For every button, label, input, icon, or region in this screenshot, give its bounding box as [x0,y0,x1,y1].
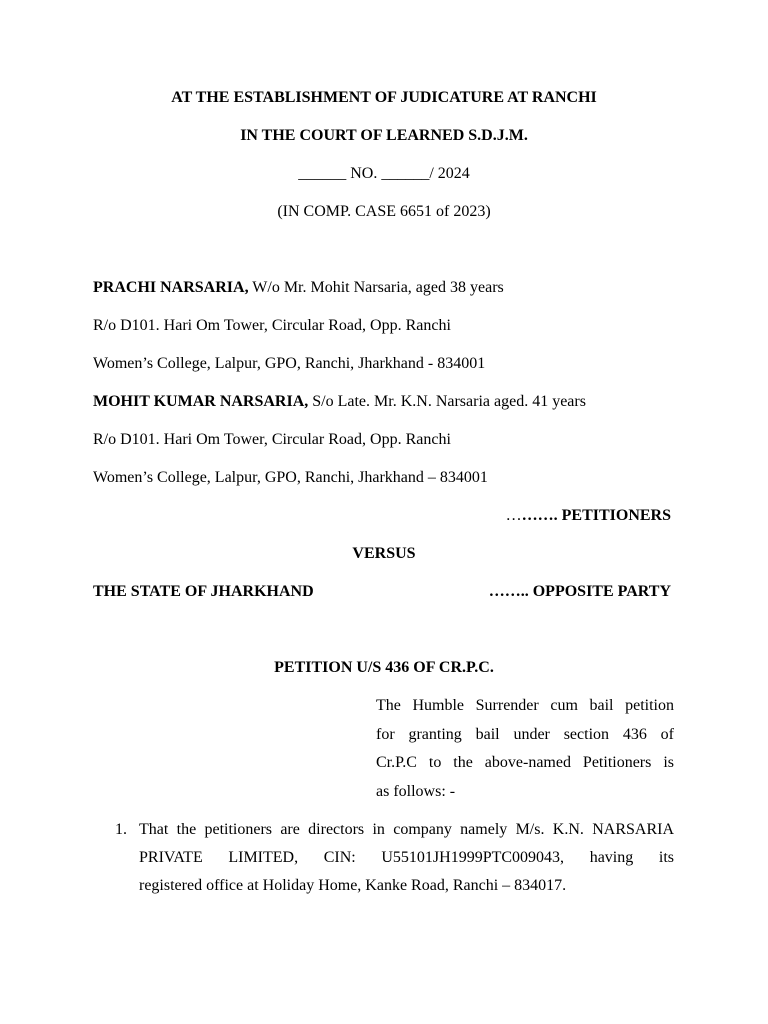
versus-heading: VERSUS [352,545,416,562]
petitioner-1-address-line-1: R/o D101. Hari Om Tower, Circular Road, Opp. Ranchi [93,317,451,334]
intro-line-1: The Humble Surrender cum bail petition [376,697,674,714]
intro-paragraph [376,692,674,806]
intro-line-3: Cr.P.C to the above-named Petitioners is [376,754,674,771]
list-item-line-3: registered office at Holiday Home, Kanke Road, Ranchi – 834017. [139,877,567,894]
respondent-name: THE STATE OF JHARKHAND [93,583,314,600]
comp-case-reference: (IN COMP. CASE 6651 of 2023) [277,203,491,220]
petitioner-1-line [93,278,504,298]
court-subheading: IN THE COURT OF LEARNED S.D.J.M. [240,127,528,144]
petitioner-1-address-line-2: Women’s College, Lalpur, GPO, Ranchi, Jharkhand - 834001 [93,355,486,372]
case-number: ______ NO. ______/ 2024 [298,165,470,182]
intro-line-2: for granting bail under section 436 of [376,725,674,743]
petitioner-2-name: MOHIT KUMAR NARSARIA, [93,393,309,410]
petition-title: PETITION U/S 436 OF CR.P.C. [274,659,494,676]
list-item-number: 1. [115,821,127,838]
petitioner-1-name: PRACHI NARSARIA, [93,279,249,296]
petitioners-label [506,506,671,526]
opposite-party-label: …….. OPPOSITE PARTY [488,583,671,600]
petitioner-2-address-line-1: R/o D101. Hari Om Tower, Circular Road, Opp. Ranchi [93,431,451,448]
court-heading: AT THE ESTABLISHMENT OF JUDICATURE AT RANCHI [171,89,597,106]
petitioner-2-line [93,392,586,412]
petitioner-1-relation: W/o Mr. Mohit Narsaria, aged 38 years [248,279,504,296]
petitioners-dots: … [505,507,522,524]
petitioner-2-relation: S/o Late. Mr. K.N. Narsaria aged. 41 years [308,393,586,410]
petitioners-label-text: ……. PETITIONERS [521,507,671,524]
list-item-line-2: PRIVATE LIMITED, CIN: U55101JH1999PTC009043, having its [139,849,674,866]
list-item-line-1: That the petitioners are directors in company namely M/s. K.N. NARSARIA [139,821,674,838]
intro-line-4: as follows: - [376,782,456,800]
list-item-text [139,816,674,900]
petitioner-2-address-line-2: Women’s College, Lalpur, GPO, Ranchi, Jharkhand – 834001 [93,469,488,486]
